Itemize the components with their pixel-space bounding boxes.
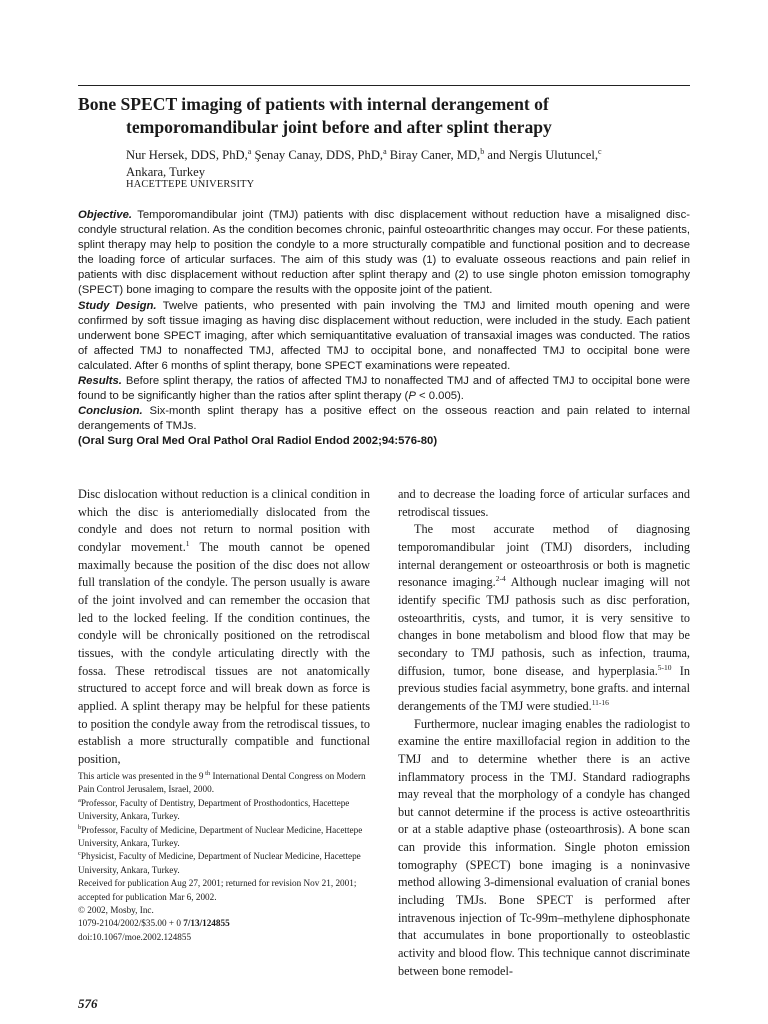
body-text: Although nuclear imaging will not identify specific TMJ pathosis such as disc perforation, osteoarthritis, cysts, and tumor, it is very sensitive to changes in bone metabolism and blood flow that may be secondary to TMJ pathosis, such as infection, trauma, diffusion, tumor, bone disease, and hyperplasia. <box>398 575 690 678</box>
reference-mark: 5-10 <box>657 662 672 672</box>
results-label: Results. <box>78 375 122 388</box>
issn-code: 7/13/124855 <box>183 918 230 929</box>
results-p-value: < 0.005). <box>415 390 464 403</box>
objective-text: Temporomandibular joint (TMJ) patients with disc displacement without reduction have a misaligned disc-condyle structural relation. As the condition becomes chronic, painful osteoarthritic changes may occur. For these patients, splint therapy may help to position the condyle to a more structurally compatible and functional position and to decrease the loading force of articular surfaces. The aim of this study was (1) to evaluate osseous reactions and pain relief in patients with disc displacement without reduction after splint therapy and (2) to use single photon emission tomography (SPECT) bone imaging to compare the results with the opposite joint of the patient. <box>78 209 690 297</box>
affil-mark: c <box>78 850 81 858</box>
author-caner: Biray Caner, MD, <box>386 148 481 162</box>
footnote-presented <box>78 770 378 797</box>
reference-mark: 2-4 <box>495 574 506 584</box>
footnote-affil-c <box>78 850 378 877</box>
reference-mark: 11-16 <box>591 697 609 707</box>
affil-mark: a <box>78 796 81 804</box>
page-number: 576 <box>78 996 98 1011</box>
footnote-text: This article was presented in the 9 <box>78 771 204 781</box>
body-text: The most accurate method of diagnosing temporomandibular joint (TMJ) disorders, including internal derangement or osteoarthrosis or both is magnetic resonance imaging. <box>398 522 690 590</box>
footnote-text: Physicist, Faculty of Medicine, Department of Nuclear Medicine, Hacettepe University, Ankara, Turkey. <box>78 851 361 875</box>
conclusion-label: Conclusion. <box>78 405 143 418</box>
body-paragraph: and to decrease the loading force of articular surfaces and retrodiscal tissues. <box>398 487 690 519</box>
author-location: Ankara, Turkey <box>126 165 206 179</box>
footnote-text: International Dental Congress on Modern Pain Control Jerusalem, Israel, 2000. <box>78 771 366 795</box>
institution: HACETTEPE UNIVERSITY <box>126 179 255 190</box>
reference-mark: 1 <box>185 538 190 548</box>
top-rule <box>78 85 690 86</box>
author-hersek-affil-mark: a <box>247 147 252 156</box>
ordinal-suffix: th <box>203 770 211 777</box>
abstract <box>78 208 690 450</box>
abstract-results <box>78 374 690 404</box>
author-caner-affil-mark: b <box>480 147 485 156</box>
footnote-received: Received for publication Aug 27, 2001; returned for revision Nov 21, 2001; accepted for publication Mar 6, 2002. <box>78 878 357 902</box>
footnote-text: Professor, Faculty of Dentistry, Department of Prosthodontics, Hacettepe University, Ankara, Turkey. <box>78 797 350 822</box>
journal-citation: (Oral Surg Oral Med Oral Pathol Oral Radiol Endod 2002;94:576-80) <box>78 435 438 448</box>
body-paragraph <box>398 521 690 715</box>
author-list <box>126 147 690 181</box>
body-column-left <box>78 486 370 769</box>
author-hersek: Nur Hersek, DDS, PhD, <box>126 148 248 162</box>
body-text: Disc dislocation without reduction is a clinical condition in which the disc is anteriomedially dislocated from the condyle and does not return to normal position with condylar movement. <box>78 487 370 554</box>
footnote-text: Professor, Faculty of Medicine, Department of Nuclear Medicine, Hacettepe University, Ankara, Turkey. <box>78 824 363 849</box>
author-ulutuncel-affil-mark: c <box>598 147 602 156</box>
body-text: In previous studies facial asymmetry, bone grafts. and internal derangements of the TMJ were studied. <box>398 663 690 713</box>
footnote-copyright: © 2002, Mosby, Inc. <box>78 905 154 916</box>
footnotes <box>78 770 378 944</box>
article-title <box>78 93 690 139</box>
title-line-2: temporomandibular joint before and after splint therapy <box>126 117 552 137</box>
body-paragraph: Furthermore, nuclear imaging enables the radiologist to examine the entire maxillofacial region in addition to the TMJ and to determine whether there is an active inflammatory process in the TMJ. Standard radiographs may reveal that the morphology of a condyle has changed but cannot determine if the process is active osteoarthritis or at a stable adaptive phase (osteoarthrosis). A bone scan can provide this information. Single photon emission tomography (SPECT) bone imaging is a noninvasive method allowing 3-dimensional evaluation of cranial bones including TMJs. Bone SPECT is performed after intravenous injection of Tc-99m–methylene diphosphonate that accumulates in bone proportionally to osteoblastic activity and blood flow. This technique cannot discriminate between bone remodel- <box>398 716 690 978</box>
author-canay-affil-mark: a <box>383 147 387 156</box>
conclusion-text: Six-month splint therapy has a positive effect on the osseous reaction and pain related to internal derangements of TMJs. <box>78 405 690 433</box>
body-text: The mouth cannot be opened maximally because the position of the disc does not allow full translation of the condyle. The person usually is aware of the joint involved and can remember the occasion that led to the locked feeling. If the condition continues, the condyle will be chronically positioned on the retrodiscal tissues, with the condyle articulating directly with the fossa. These retrodiscal tissues are not anatomically structured to accept force and will break down as force is applied. A splint therapy may be helpful for these patients to position the condyle away from the retrodiscal tissues, to establish a more structurally compatible and functional position, <box>78 539 370 766</box>
title-line-1: Bone SPECT imaging of patients with internal derangement of <box>78 94 549 114</box>
results-text: Before splint therapy, the ratios of affected TMJ to nonaffected TMJ and of affected TMJ to occipital bone were found to be significantly higher than the ratios after splint therapy ( <box>78 375 690 403</box>
study-design-text: Twelve patients, who presented with pain involving the TMJ and limited mouth opening and were confirmed by soft tissue imaging as having disc displacement without reduction, were included in the study. Each patient underwent bone SPECT imaging, after which semiquantitative evaluation of transaxial images was conducted. The ratios of affected TMJ to nonaffected TMJ, affected TMJ to occipital bone, and nonaffected TMJ to occipital bone were calculated. After 6 months of splint therapy, bone SPECT examinations were repeated. <box>78 299 690 372</box>
abstract-objective <box>78 208 690 299</box>
body-paragraph <box>78 486 370 769</box>
objective-label: Objective. <box>78 209 132 221</box>
affil-mark: b <box>78 823 82 831</box>
issn-text: 1079-2104/2002/$35.00 + 0 <box>78 918 184 929</box>
body-column-right <box>398 486 690 980</box>
footnote-issn <box>78 917 378 930</box>
study-design-label: Study Design. <box>78 299 157 312</box>
footnote-affil-b <box>78 824 378 851</box>
results-p-symbol: P <box>408 390 416 403</box>
footnote-doi: doi:10.1067/moe.2002.124855 <box>78 931 192 942</box>
author-canay: Şenay Canay, DDS, PhD, <box>251 148 384 162</box>
footnote-affil-a <box>78 797 378 824</box>
abstract-study-design <box>78 299 690 374</box>
author-ulutuncel: and Nergis Ulutuncel, <box>484 148 599 162</box>
abstract-conclusion <box>78 404 690 434</box>
